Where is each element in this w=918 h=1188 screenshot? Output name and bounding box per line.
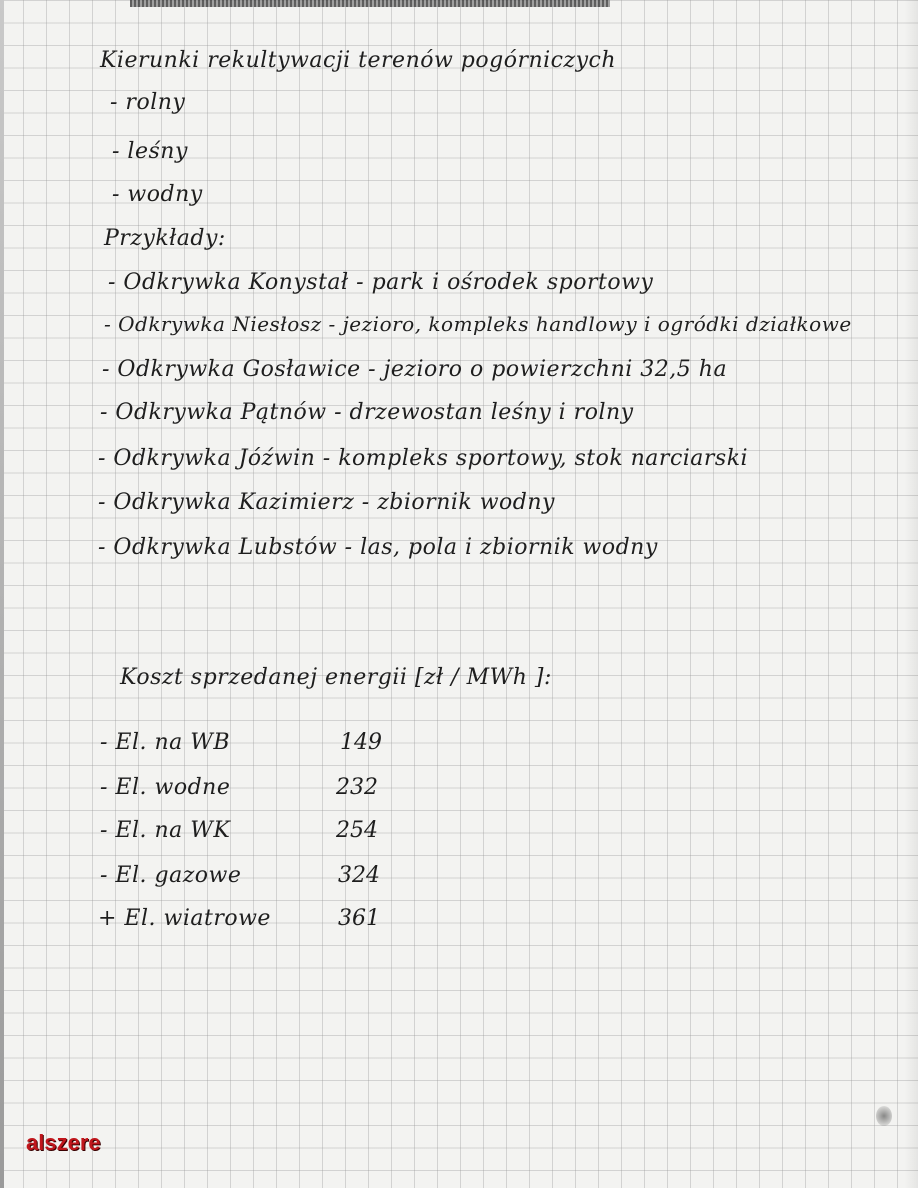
examples-label: Przykłady:	[104, 226, 226, 251]
ink-smudge	[876, 1106, 892, 1126]
cost-row-value: 361	[338, 906, 380, 931]
paper-right-shadow	[904, 0, 918, 1188]
cost-row-value: 149	[340, 730, 382, 755]
example-item: - Odkrywka Lubstów - las, pola i zbiornik wodny	[98, 535, 658, 560]
cost-row-label: - El. na WK	[100, 818, 231, 843]
note-heading: Kierunki rekultywacji terenów pogórniczych	[100, 48, 617, 73]
cost-row-value: 324	[338, 863, 380, 888]
cost-row-label: - El. na WB	[100, 730, 231, 755]
brand-watermark: alszere	[26, 1130, 101, 1155]
example-item: - Odkrywka Pątnów - drzewostan leśny i rolny	[100, 400, 634, 425]
direction-item: - leśny	[112, 139, 188, 164]
cost-row-value: 232	[336, 775, 378, 800]
direction-item: - rolny	[110, 90, 186, 115]
paper-top-edge	[130, 0, 610, 7]
cost-row-label: - El. gazowe	[100, 863, 242, 888]
direction-item: - wodny	[112, 182, 203, 207]
example-item: - Odkrywka Jóźwin - kompleks sportowy, stok narciarski	[98, 446, 749, 471]
example-item: - Odkrywka Kazimierz - zbiornik wodny	[98, 490, 555, 515]
cost-heading: Koszt sprzedanej energii [zł / MWh ]:	[120, 665, 552, 690]
cost-row-label: - El. wodne	[100, 775, 231, 800]
cost-row-value: 254	[336, 818, 378, 843]
example-item: - Odkrywka Gosławice - jezioro o powierzchni 32,5 ha	[102, 357, 728, 382]
example-item: - Odkrywka Konystał - park i ośrodek sportowy	[108, 270, 654, 295]
example-item: - Odkrywka Niesłosz - jezioro, kompleks handlowy i ogródki działkowe	[104, 312, 852, 336]
paper-left-edge	[0, 0, 4, 1188]
cost-row-label: + El. wiatrowe	[98, 906, 271, 931]
